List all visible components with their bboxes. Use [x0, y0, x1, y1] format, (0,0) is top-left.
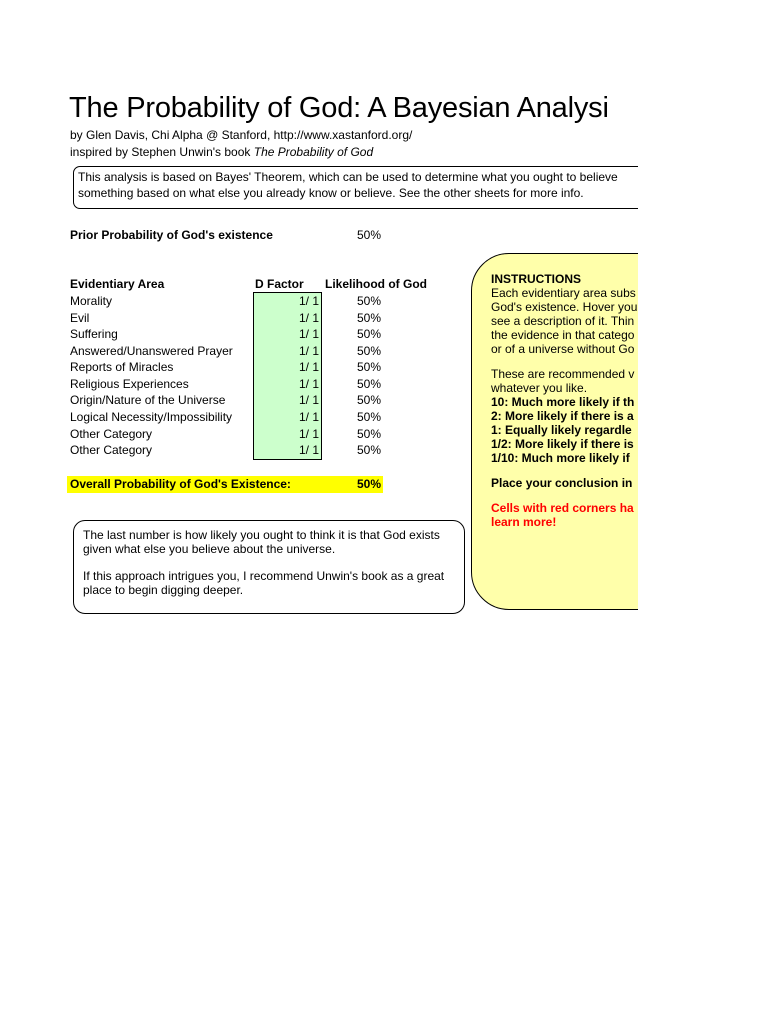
area-label: Religious Experiences	[70, 377, 189, 391]
likelihood-cell: 50%	[357, 427, 382, 441]
inspired-prefix: inspired by Stephen Unwin's book	[70, 145, 254, 159]
scale-item: 1/10: Much more likely if	[491, 451, 630, 465]
instructions-line: These are recommended v	[491, 367, 635, 381]
instructions-line: see a description of it. Thin	[491, 314, 635, 328]
dfactor-cell[interactable]: 1/ 1	[298, 311, 319, 325]
likelihood-cell: 50%	[357, 410, 382, 424]
conclusion-paragraph-2: If this approach intrigues you, I recommend Unwin's book as a great place to begin digging deeper.	[83, 569, 445, 597]
dfactor-cell[interactable]: 1/ 1	[298, 377, 319, 391]
dfactor-cell[interactable]: 1/ 1	[298, 327, 319, 341]
instructions-line: whatever you like.	[491, 381, 588, 395]
intro-textbox	[73, 166, 638, 209]
inspired-by-line	[70, 145, 373, 159]
col-header-dfactor: D Factor	[255, 277, 304, 291]
instructions-line: God's existence. Hover you	[491, 300, 638, 314]
red-corner-note: learn more!	[491, 515, 557, 529]
conclusion-textbox	[73, 520, 465, 614]
instructions-heading: INSTRUCTIONS	[491, 272, 581, 286]
red-corner-note: Cells with red corners ha	[491, 501, 634, 515]
dfactor-cell[interactable]: 1/ 1	[298, 443, 319, 457]
likelihood-cell: 50%	[357, 377, 382, 391]
prior-probability-label: Prior Probability of God's existence	[70, 228, 273, 242]
intro-line-1: This analysis is based on Bayes' Theorem, which can be used to determine what you ought to believe	[78, 170, 618, 184]
instructions-callout	[471, 253, 638, 610]
col-header-likelihood: Likelihood of God	[325, 277, 427, 291]
likelihood-cell: 50%	[357, 393, 382, 407]
dfactor-cell[interactable]: 1/ 1	[298, 344, 319, 358]
area-label: Answered/Unanswered Prayer	[70, 344, 233, 358]
instructions-line: the evidence in that catego	[491, 328, 635, 342]
place-conclusion-line: Place your conclusion in	[491, 476, 633, 490]
dfactor-cell[interactable]: 1/ 1	[298, 410, 319, 424]
area-label: Evil	[70, 311, 90, 325]
dfactor-cell[interactable]: 1/ 1	[298, 393, 319, 407]
dfactor-cell[interactable]: 1/ 1	[298, 294, 319, 308]
scale-item: 1/2: More likely if there is	[491, 437, 634, 451]
scale-item: 1: Equally likely regardle	[491, 423, 632, 437]
instructions-line: Each evidentiary area subs	[491, 286, 636, 300]
likelihood-cell: 50%	[357, 360, 382, 374]
intro-line-2: something based on what else you already know or believe. See the other sheets for more info.	[78, 186, 584, 200]
scale-item: 10: Much more likely if th	[491, 395, 635, 409]
likelihood-cell: 50%	[357, 311, 382, 325]
dfactor-cell[interactable]: 1/ 1	[298, 427, 319, 441]
likelihood-cell: 50%	[357, 327, 382, 341]
dfactor-cell[interactable]: 1/ 1	[298, 360, 319, 374]
book-title: The Probability of God	[253, 145, 374, 159]
area-label: Logical Necessity/Impossibility	[70, 410, 233, 424]
scale-item: 2: More likely if there is a	[491, 409, 634, 423]
area-label: Suffering	[70, 327, 118, 341]
likelihood-cell: 50%	[357, 294, 382, 308]
overall-probability-value: 50%	[357, 477, 382, 491]
area-label: Origin/Nature of the Universe	[70, 393, 226, 407]
overall-probability-label: Overall Probability of God's Existence:	[70, 477, 291, 491]
prior-probability-value[interactable]: 50%	[357, 228, 382, 242]
area-label: Other Category	[70, 443, 153, 457]
likelihood-cell: 50%	[357, 443, 382, 457]
area-label: Morality	[70, 294, 113, 308]
instructions-line: or of a universe without Go	[491, 342, 635, 356]
area-label: Other Category	[70, 427, 153, 441]
likelihood-cell: 50%	[357, 344, 382, 358]
area-label: Reports of Miracles	[70, 360, 174, 374]
col-header-area: Evidentiary Area	[70, 277, 165, 291]
conclusion-paragraph-1: The last number is how likely you ought to think it is that God exists given what else you believe about the universe.	[83, 528, 440, 556]
page-title: The Probability of God: A Bayesian Analysi	[69, 92, 609, 124]
byline: by Glen Davis, Chi Alpha @ Stanford, http://www.xastanford.org/	[70, 128, 413, 142]
